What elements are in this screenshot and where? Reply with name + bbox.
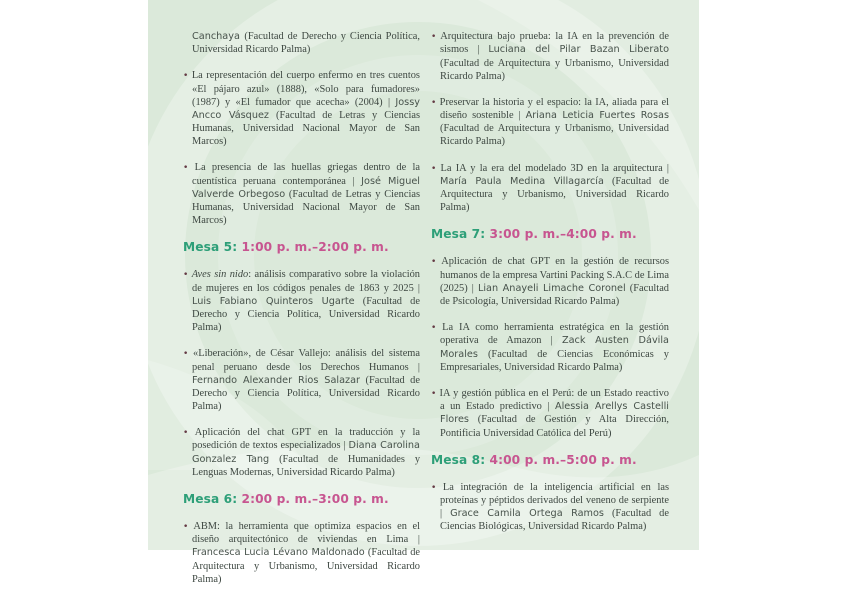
session-text-body: ABM: la herramienta que optimiza espacios en el diseño arquitectónico de viviendas en Lima | bbox=[192, 521, 420, 546]
session-text-name: Francesca Lucia Lévano Maldonado bbox=[192, 547, 365, 559]
bullet-icon: • bbox=[183, 349, 189, 360]
session-item bbox=[183, 268, 420, 334]
mesa-time: 1:00 p. m.–2:00 p. m. bbox=[241, 240, 389, 255]
session-text-body: (Facultad de Gestión y Alta Dirección, Pontificia Universidad Católica del Perú) bbox=[440, 414, 669, 439]
session-item bbox=[431, 255, 669, 308]
session-text-name: Diana Carolina Gonzalez Tang bbox=[192, 440, 420, 465]
session-text-body: (Facultad de Arquitectura y Urbanismo, Universidad Ricardo Palma) bbox=[192, 547, 421, 585]
session-item bbox=[431, 96, 669, 149]
session-text-body: (Facultad de Arquitectura y Urbanismo, Universidad Ricardo Palma) bbox=[440, 175, 669, 214]
bullet-icon: • bbox=[431, 163, 437, 174]
session-item bbox=[431, 30, 669, 83]
session-text-body: (Facultad de Derecho y Ciencia Política, Universidad Ricardo Palma) bbox=[192, 295, 420, 334]
session-text-body: : análisis comparativo sobre la violación de mujeres en los códigos penales de 1863 y 2025 | bbox=[192, 269, 420, 294]
mesa-heading bbox=[183, 492, 420, 506]
session-text-body: «Liberación», de César Vallejo: análisis del sistema penal peruano desde los Derechos Humanos | bbox=[192, 348, 420, 373]
session-text-body: (Facultad de Humanidades y Lenguas Modernas, Universidad Ricardo Palma) bbox=[192, 453, 421, 478]
session-text-name: Lian Anayeli Limache Coronel bbox=[477, 282, 626, 294]
session-text-body: (Facultad de Derecho y Ciencia Política, Universidad Ricardo Palma) bbox=[192, 31, 421, 56]
session-text-body: Arquitectura bajo prueba: la IA en la prevención de sismos | bbox=[440, 31, 669, 56]
bullet-icon: • bbox=[183, 522, 189, 533]
program-content bbox=[183, 30, 669, 599]
session-text-body: (Facultad de Letras y Ciencias Humanas, Universidad Nacional Mayor de San Marcos) bbox=[192, 109, 420, 148]
bullet-icon: • bbox=[431, 257, 437, 268]
mesa-heading bbox=[431, 227, 669, 241]
bullet-icon: • bbox=[431, 482, 437, 493]
session-text-name: María Paula Medina Villagarcía bbox=[440, 175, 604, 187]
bullet-icon: • bbox=[183, 428, 189, 439]
session-text-name: Grace Camila Ortega Ramos bbox=[450, 508, 604, 520]
session-text-body: La presencia de las huellas griegas dentro de la cuentística peruana contemporánea | bbox=[192, 162, 420, 187]
session-text-italic: Aves sin nido bbox=[191, 269, 249, 281]
session-text-body: (Facultad de Arquitectura y Urbanismo, Universidad Ricardo Palma) bbox=[440, 123, 669, 148]
mesa-label: Mesa 8: bbox=[431, 452, 486, 467]
session-text-body: La representación del cuerpo enfermo en tres cuentos «El pájaro azul» (1888), «Solo para fumadores» (1987) y «El fumador que acecha» (2004) | bbox=[191, 70, 420, 108]
mesa-time: 2:00 p. m.–3:00 p. m. bbox=[241, 492, 389, 507]
bullet-icon: • bbox=[431, 32, 437, 42]
session-text-name: Zack Austen Dávila Morales bbox=[440, 335, 669, 360]
mesa-label: Mesa 7: bbox=[431, 227, 486, 242]
bullet-icon: • bbox=[183, 270, 189, 281]
mesa-label: Mesa 5: bbox=[183, 240, 238, 255]
column-left bbox=[183, 30, 420, 599]
session-text-body: IA y gestión pública en el Perú: de un Estado reactivo a un Estado predictivo | bbox=[439, 387, 669, 413]
session-text-body: (Facultad de Psicología, Universidad Ricardo Palma) bbox=[440, 282, 669, 307]
mesa-time: 3:00 p. m.–4:00 p. m. bbox=[489, 227, 637, 242]
mesa-heading bbox=[431, 453, 669, 467]
session-text-body: Preservar la historia y el espacio: la IA, aliada para el diseño sostenible | bbox=[439, 96, 669, 122]
session-item bbox=[431, 321, 669, 374]
session-item bbox=[431, 481, 669, 534]
session-text-name: Ariana Leticia Fuertes Rosas bbox=[525, 110, 669, 122]
session-text-name: José Miguel Valverde Orbegoso bbox=[192, 175, 420, 200]
session-text-name: Fernando Alexander Rios Salazar bbox=[192, 374, 361, 386]
session-text-body: (Facultad de Ciencias Económicas y Empresariales, Universidad Ricardo Palma) bbox=[440, 348, 669, 373]
session-item bbox=[431, 162, 669, 215]
session-text-name: Jossy Ancco Vásquez bbox=[192, 96, 420, 121]
session-text-name: Alessia Arellys Castelli Flores bbox=[440, 401, 669, 426]
session-text-name: Luis Fabiano Quinteros Ugarte bbox=[192, 295, 355, 307]
bullet-icon: • bbox=[431, 97, 437, 108]
session-item bbox=[183, 30, 420, 56]
column-right bbox=[431, 30, 669, 599]
session-text-body: La IA y la era del modelado 3D en la arquitectura | bbox=[440, 162, 669, 174]
session-text-body: Aplicación de chat GPT en la gestión de recursos humanos de la empresa Vartini Packing S.A.C de Lima (2025) | bbox=[440, 256, 669, 294]
session-item bbox=[183, 347, 420, 413]
session-text-body: Aplicación del chat GPT en la traducción y la posedición de textos especializados | bbox=[192, 427, 420, 452]
bullet-icon: • bbox=[431, 323, 437, 334]
session-item bbox=[183, 426, 420, 479]
session-text-body: (Facultad de Derecho y Ciencia Política, Universidad Ricardo Palma) bbox=[192, 374, 420, 413]
session-text-body: (Facultad de Ciencias Biológicas, Universidad Ricardo Palma) bbox=[440, 508, 669, 533]
mesa-time: 4:00 p. m.–5:00 p. m. bbox=[489, 452, 637, 467]
mesa-heading bbox=[183, 240, 420, 254]
mesa-label: Mesa 6: bbox=[183, 492, 238, 507]
session-text-body: La integración de la inteligencia artificial en las proteínas y péptidos derivados del veneno de serpiente | bbox=[440, 481, 669, 520]
session-item bbox=[431, 387, 669, 440]
session-item bbox=[183, 520, 420, 586]
session-text-name: Canchaya bbox=[192, 31, 245, 42]
session-text-body: (Facultad de Letras y Ciencias Humanas, Universidad Nacional Mayor de San Marcos) bbox=[192, 188, 420, 227]
session-item bbox=[183, 161, 420, 227]
session-text-name: Luciana del Pilar Bazan Liberato bbox=[488, 44, 669, 56]
bullet-icon: • bbox=[183, 163, 189, 174]
session-text-body: La IA como herramienta estratégica en la gestión operativa de Amazon | bbox=[440, 322, 669, 347]
session-item bbox=[183, 69, 420, 148]
session-text-body: (Facultad de Arquitectura y Urbanismo, Universidad Ricardo Palma) bbox=[440, 57, 669, 82]
bullet-icon: • bbox=[183, 71, 189, 82]
program-panel bbox=[148, 0, 699, 585]
bullet-icon: • bbox=[431, 388, 437, 399]
